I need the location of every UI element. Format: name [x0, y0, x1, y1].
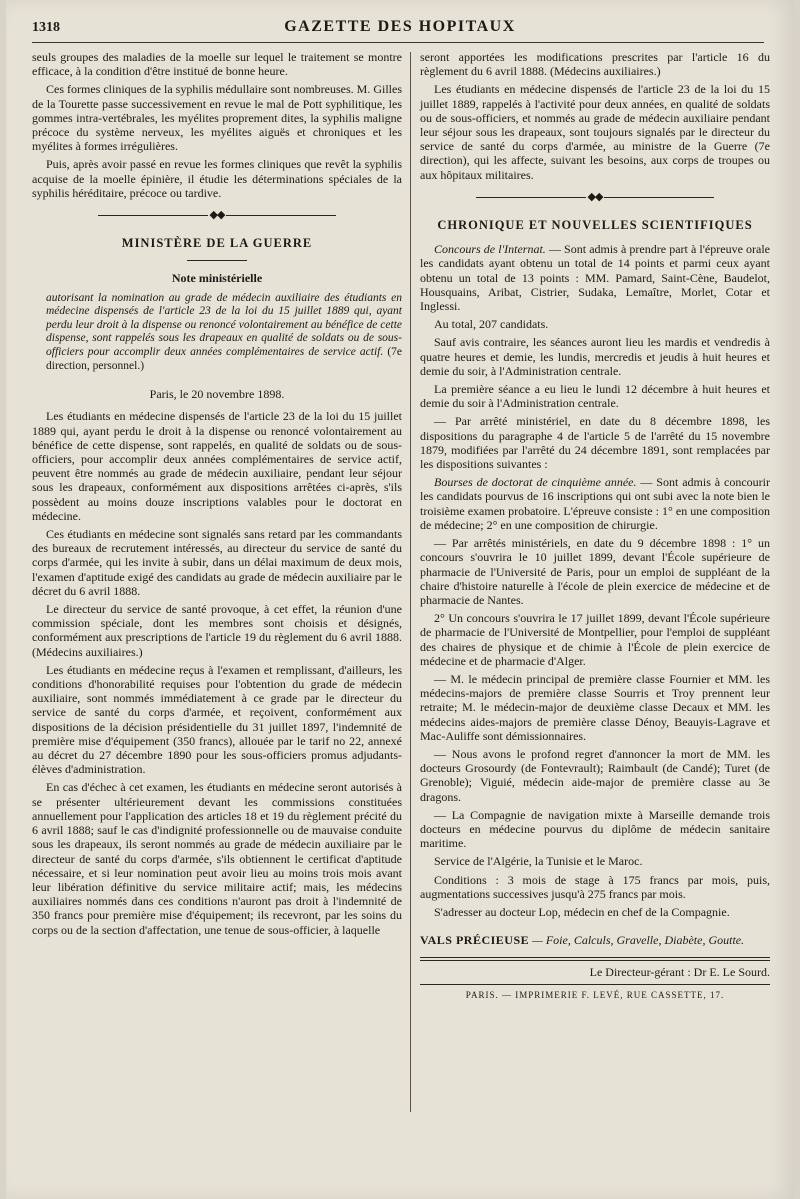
footer-rule	[420, 984, 770, 985]
page-number: 1318	[32, 20, 60, 35]
paragraph: seuls groupes des maladies de la moelle sur lequel le traitement se montre efficace, à la condition d'être institué de bonne heure.	[32, 50, 402, 79]
paragraph: Les étudiants en médecine reçus à l'examen et remplissant, d'ailleurs, les conditions d'honorabilité requises pour l'obtention du grade de médecin auxiliaire, sont nommés immédiatement à ce grade par le directeur du service de santé du corps d'armée, et reçoivent, conformément aux dispositions de la décision présidentielle du 31 juillet 1897, l'indemnité de première mise d'équipement (350 francs), allouée par le tarif no 22, annexé au décret du 27 décembre 1890 pour les sous-officiers promus adjudants-élèves d'administration.	[32, 662, 402, 777]
newspaper-page	[6, 0, 794, 1199]
paragraph: La première séance a eu lieu le lundi 12 décembre à huit heures et demie du soir à l'Administration centrale.	[420, 382, 770, 411]
paragraph: Au total, 207 candidats.	[434, 317, 549, 332]
paragraph-lead: Concours de l'Internat.	[434, 242, 546, 257]
journal-title: GAZETTE DES HOPITAUX	[284, 18, 516, 35]
note-title: Note ministérielle	[171, 271, 263, 286]
paragraph: En cas d'échec à cet examen, les étudiants en médecine seront autorisés à se présenter ultérieurement devant les commissions constituées annuellement pour l'application des articles 18 et 19 du règlement précité du 6 avril 1888; sauf le cas d'indignité professionnelle ou de mauvaise conduite sous les drapeaux, ils seront nommés au grade de médecin auxiliaire par le directeur de santé du corps d'armée, s'ils obtiennent le certificat d'aptitude nécessaire, et si leur nomination peut avoir lieu au moins trois mois avant leur libération définitive du service militaire actif; mais, les médecins auxiliaires nommés dans ces conditions n'auront pas droit à l'indemnité de 350 francs pour première mise d'équipement; ils recevront, par les soins du corps ou de la section d'affectation, une tenue de sous-officier, à laquelle	[32, 780, 402, 937]
dateline: Paris, le 20 novembre 1898.	[149, 387, 285, 402]
left-column	[32, 50, 402, 941]
printer-imprint: PARIS. — IMPRIMERIE F. LEVÉ, RUE CASSETTE, 17.	[465, 989, 725, 1000]
paragraph: — M. le médecin principal de première classe Fournier et MM. les médecins-majors de première classe Sourris et Troy prennent leur retraite; M. le médecin-major de deuxième classe Decaux et MM. les médecins aides-majors de première classe Dénoy, Beauyis-Lagrave et Mac-Auliffe sont démissionnaires.	[420, 671, 770, 743]
paragraph: 2° Un concours s'ouvrira le 17 juillet 1899, devant l'École supérieure de pharmacie de l'Université de Montpellier, pour l'emploi de suppléant des chaires de physique et de chimie à l'École de plein exercice de médecine et de pharmacie d'Alger.	[420, 611, 770, 668]
paragraph: Puis, après avoir passé en revue les formes cliniques que revêt la syphilis acquise de la moelle épinière, il étudie les déterminations spéciales de la syphilis héréditaire, précoce ou tardive.	[32, 157, 402, 200]
paragraph: — Nous avons le profond regret d'annoncer la mort de MM. les docteurs Grosourdy (de Fontevrault); Raimbault (de Candé); Turet (de Grenoble); Viguié, médecin aide-major de première classe au 3e dragons.	[420, 746, 770, 804]
paragraph: Les étudiants en médecine dispensés de l'article 23 de la loi du 15 juillet 1889, rappelés à l'activité pour deux années, en qualité de soldats ou de sous-officiers, et nommés au grade de médecin auxiliaire pendant leur séjour sous les drapeaux, sont toujours signalés par le directeur du service de santé du corps d'armée, au ministre de la Guerre (7e direction), qui les affecte, suivant les besoins, aux corps de troupes ou aux hôpitaux militaires.	[420, 82, 770, 182]
paragraph: — La Compagnie de navigation mixte à Marseille demande trois docteurs en médecine pourvus du diplôme de médecin sanitaire maritime.	[420, 807, 770, 851]
paragraph: Ces formes cliniques de la syphilis médullaire sont nombreuses. M. Gilles de la Tourette passe successivement en revue le mal de Pott syphilitique, les gommes intra-vertébrales, les myélites proprement dites, la syphilis maligne précoce du système nerveux, les myélites aiguës et chroniques et les myélites à formes irrégulières.	[32, 82, 402, 154]
note-summary	[32, 292, 402, 374]
paragraph: Concours de l'Internat. — Sont admis à prendre part à l'épreuve orale les candidats ayant obtenu un total de 14 points et parmi ceux ayant obtenu un total de 13 points : MM. Pamard, Saint-Cène, Baudelot, Housquains, Aribat, Cistrier, Sudaka, Lemaître, Morlet, Cotar et Inglessi.	[420, 242, 771, 314]
section-title-ministry: MINISTÈRE DE LA GUERRE	[121, 236, 313, 251]
advertisement-tagline: — Foie, Calculs, Gravelle, Diabète, Goutte.	[532, 933, 745, 948]
right-column	[420, 50, 770, 1006]
paragraph: Sauf avis contraire, les séances auront lieu les mardis et vendredis à quatre heures et demie, les lundis, mercredis et jeudis à huit heures et demie du soir, à l'Administration centrale.	[420, 335, 770, 378]
column-divider	[410, 52, 411, 1112]
paragraph: — Par arrêté ministériel, en date du 8 décembre 1898, les dispositions du paragraphe 4 de l'article 5 de l'arrêté du 15 novembre 1879, modifiées par l'arrêté du 24 décembre 1891, sont remplacées par les dispositions suivantes :	[420, 414, 770, 472]
advertisement-brand: VALS PRÉCIEUSE	[420, 933, 530, 948]
paragraph: — Par arrêtés ministériels, en date du 9 décembre 1898 : 1° un concours s'ouvrira le 10 juillet 1899, devant l'École supérieure de pharmacie de l'Université de Paris, pour un emploi de suppléant de la chaire d'histoire naturelle à l'école de plein exercice de médecine et de pharmacie de Nantes.	[420, 536, 770, 607]
paragraph: Conditions : 3 mois de stage à 175 francs par mois, puis, augmentations successives jusqu'à 275 francs par mois.	[420, 872, 770, 901]
note-summary-direction: (7e direction, personnel.)	[46, 346, 403, 372]
paragraph: Bourses de doctorat de cinquième année. — Sont admis à concourir les candidats pourvus de 16 inscriptions qui ont subi avec la note bien le troisième examen probatoire. L'épreuve consiste : 1° en une composition de médecine; 2° en une composition de chirurgie.	[420, 475, 770, 532]
header-rule	[32, 42, 764, 43]
note-summary-italic: autorisant la nomination au grade de médecin auxiliaire des étudiants en médecine dispensés de l'article 23 de la loi du 15 juillet 1889 qui, ayant perdu leur droit à la dispense ou renoncé volontairement au bénéfice de cette dispense, sont rappelés sous les drapeaux en qualité de soldats ou de sous-officiers pour accomplir deux années complémentaires de service actif.	[46, 291, 402, 359]
paragraph: Le directeur du service de santé provoque, à cet effet, la réunion d'une commission spéciale, dont les membres sont choisis et désignés, conformément aux prescriptions de l'article 19 du règlement du 6 avril 1888. (Médecins auxiliaires.)	[32, 602, 402, 659]
page-header	[6, 14, 794, 44]
paragraph: Service de l'Algérie, la Tunisie et le Maroc.	[434, 854, 643, 869]
short-rule	[187, 260, 247, 261]
paragraph-lead: Bourses de doctorat de cinquième année.	[434, 475, 637, 490]
paragraph: seront apportées les modifications prescrites par l'article 16 du règlement du 6 avril 1888. (Médecins auxiliaires.)	[420, 50, 770, 79]
paragraph: Ces étudiants en médecine sont signalés sans retard par les commandants des bureaux de recrutement intéressés, au directeur du service de santé du corps d'armée, qui les invite à subir, dans un délai maximum de deux mois, l'examen d'aptitude exigé des candidats au grade de médecin auxiliaire par le décret du 6 avril 1888.	[32, 527, 402, 598]
paragraph: S'adresser au docteur Lop, médecin en chef de la Compagnie.	[434, 904, 730, 919]
ornament-separator: ◆◆	[420, 190, 770, 204]
editor-signature: Le Directeur-gérant : Dr E. Le Sourd.	[589, 965, 770, 980]
advertisement-vals	[420, 933, 770, 947]
double-rule	[420, 957, 770, 961]
section-title-chronicle: CHRONIQUE ET NOUVELLES SCIENTIFIQUES	[437, 218, 753, 233]
ornament-separator: ◆◆	[32, 208, 402, 222]
paragraph: Les étudiants en médecine dispensés de l'article 23 de la loi du 15 juillet 1889 qui, ayant perdu le droit à la dispense ou renoncé volontairement au bénéfice de cette dispense, sont rappelés, en qualité de soldats ou de sous-officiers, pour accomplir deux années complémentaires de service actif, peuvent être nommés au grade de médecin auxiliaire, pendant leur séjour sous les drapeaux, conformément aux dispositions arrêtées ci-après, s'ils possèdent au moins douze inscriptions valables pour le doctorat en médecine.	[32, 409, 402, 523]
